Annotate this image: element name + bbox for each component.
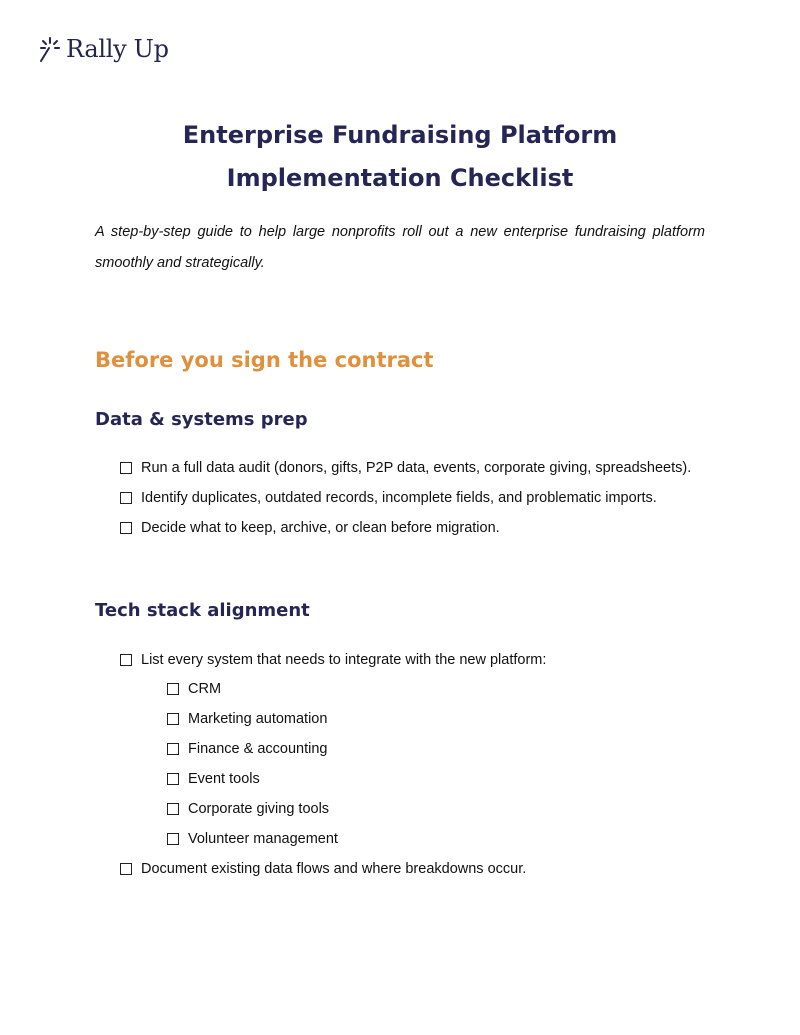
checklist-item-label: Run a full data audit (donors, gifts, P2P data, events, corporate giving, spreadsheets).: [141, 460, 692, 476]
checkbox-icon[interactable]: [167, 743, 179, 755]
checklist-item-label: Decide what to keep, archive, or clean before migration.: [141, 520, 500, 536]
checkbox-icon[interactable]: [120, 522, 132, 534]
checklist-subitem[interactable]: [167, 709, 327, 729]
checkbox-icon[interactable]: [120, 863, 132, 875]
checklist-item[interactable]: [120, 518, 500, 538]
document-title-line1: Enterprise Fundraising Platform: [182, 121, 618, 149]
checklist-subitem-label: Finance & accounting: [188, 741, 328, 757]
checkbox-icon[interactable]: [167, 683, 179, 695]
document-title-line2: Implementation Checklist: [226, 164, 574, 192]
sparkle-wand-icon: [38, 35, 60, 63]
checklist-item-label: List every system that needs to integrate with the new platform:: [141, 652, 547, 668]
checklist-subitem[interactable]: [167, 829, 338, 849]
brand-name: Rally Up: [66, 35, 169, 63]
checkbox-icon[interactable]: [167, 713, 179, 725]
checklist-item[interactable]: [120, 859, 526, 879]
checklist-subitem[interactable]: [167, 679, 221, 699]
checklist-subitem-label: CRM: [188, 681, 222, 697]
checklist-subitem-label: Event tools: [188, 771, 260, 787]
checklist-item[interactable]: [120, 458, 691, 478]
checklist-item[interactable]: [120, 650, 546, 670]
checklist-subitem-label: Corporate giving tools: [188, 801, 330, 817]
checklist-subitem[interactable]: [167, 739, 327, 759]
subsection-heading-data-prep: Data & systems prep: [95, 409, 308, 430]
checklist-item-label: Document existing data flows and where breakdowns occur.: [141, 861, 527, 877]
checkbox-icon[interactable]: [120, 462, 132, 474]
checkbox-icon[interactable]: [167, 803, 179, 815]
checklist-subitem[interactable]: [167, 799, 329, 819]
checklist-subitem[interactable]: [167, 769, 260, 789]
checkbox-icon[interactable]: [120, 492, 132, 504]
checkbox-icon[interactable]: [120, 654, 132, 666]
rallyup-logo: [38, 32, 169, 66]
checklist-item-label: Identify duplicates, outdated records, incomplete fields, and problematic imports.: [141, 490, 657, 506]
checklist-subitem-label: Volunteer management: [188, 831, 338, 847]
section-heading: Before you sign the contract: [95, 348, 434, 372]
checklist-subitem-label: Marketing automation: [188, 711, 328, 727]
checkbox-icon[interactable]: [167, 833, 179, 845]
subsection-heading-tech-stack: Tech stack alignment: [95, 600, 310, 621]
checklist-item[interactable]: [120, 488, 657, 508]
checkbox-icon[interactable]: [167, 773, 179, 785]
intro-paragraph: A step-by-step guide to help large nonprofits roll out a new enterprise fundraising platform smoothly and strategically.: [95, 224, 705, 271]
